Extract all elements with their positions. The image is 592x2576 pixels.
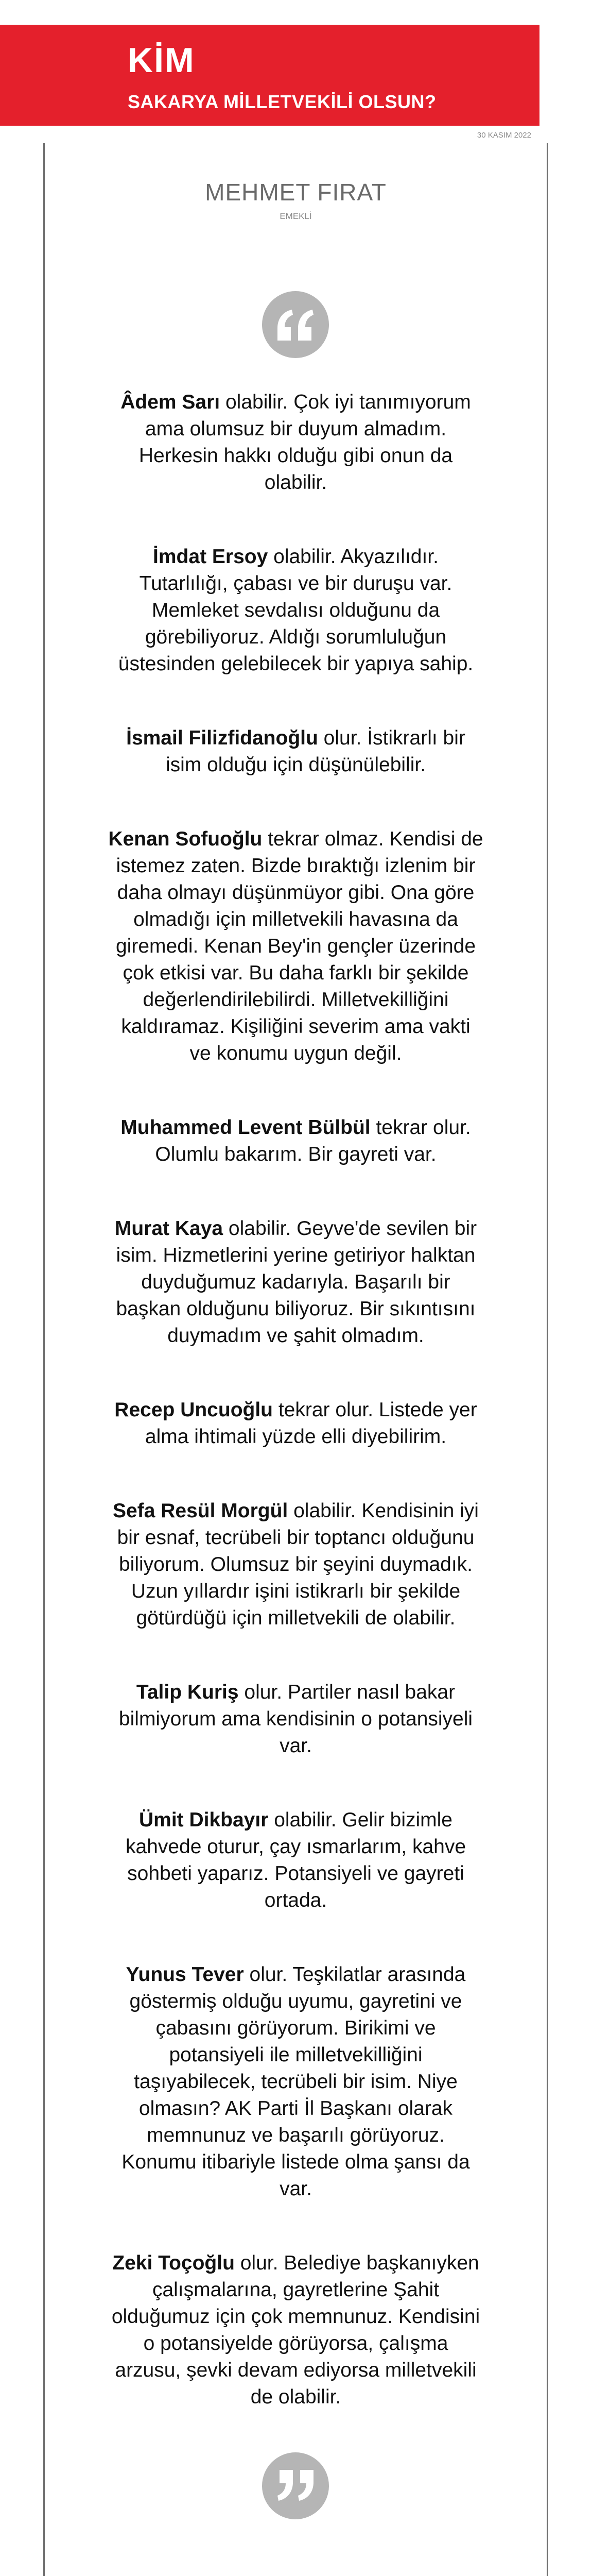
publish-date: 30 KASIM 2022	[477, 131, 531, 140]
entry-text: olur. Teşkilatlar arasında göstermiş olduğu uyumu, gayretini ve çabasını görüyorum. Birikimi ve potansiyeli ile milletvekilliğini taşıyabilecek, tecrübeli bir isim. Niye olmasın? AK Parti İl Başkanı olarak memnunuz ve başarılı görüyoruz. Konumu itibariyle listede olma şansı da var.	[121, 1963, 470, 2200]
header-banner	[0, 25, 539, 126]
entry-text: olur. Belediye başkanıyken çalışmalarına, gayretlerine Şahit olduğumuz için çok memnunuz. Kendisini o potansiyelde görüyorsa, çalışma arzusu, şevki devam ediyorsa milletvekili de olabilir.	[111, 2252, 480, 2408]
entry-name: Talip Kuriş	[136, 1681, 239, 1703]
entry-text: olabilir. Geyve'de sevilen bir isim. Hizmetlerini yerine getiriyor halktan duyduğumuz kadarıyla. Başarılı bir başkan olduğunu biliyoruz. Bir sıkıntısını duymadım ve şahit olmadım.	[116, 1217, 477, 1347]
entry-name: Ümit Dikbayır	[138, 1809, 269, 1831]
author-name: MEHMET FIRAT	[205, 179, 387, 206]
opinion-entry	[108, 544, 484, 677]
entry-text: olur. Partiler nasıl bakar bilmiyorum ama kendisinin o potansiyeli var.	[118, 1681, 473, 1757]
opinion-entry	[108, 725, 484, 778]
opinion-entry	[108, 1114, 484, 1168]
entry-text: tekrar olmaz. Kendisi de istemez zaten. Bizde bıraktığı izlenim bir daha olmayı düşünmüyor gibi. Ona göre olmadığı için milletvekili havasına da giremedi. Kenan Bey'in gençler üzerinde çok etkisi var. Bu daha farklı bir şekilde değerlendirilebilirdi. Milletvekilliğini kaldıramaz. Kişiliğini severim ama vakti ve konumu uygun değil.	[115, 828, 483, 1064]
entry-text: olabilir. Çok iyi tanımıyorum ama olumsuz bir duyum almadım. Herkesin hakkı olduğu gibi onun da olabilir.	[138, 391, 471, 494]
quote-open-icon	[262, 291, 329, 358]
entry-name: Yunus Tever	[126, 1963, 244, 1986]
opinion-entry	[108, 1215, 484, 1349]
header-title: KİM	[128, 41, 195, 80]
opinion-entry	[108, 1961, 484, 2202]
opinion-entry	[108, 1807, 484, 1914]
opinion-entry	[108, 1679, 484, 1759]
author-title: EMEKLİ	[280, 211, 312, 221]
entry-name: Kenan Sofuoğlu	[108, 828, 263, 850]
entry-name: İsmail Filizfidanoğlu	[126, 727, 318, 749]
entry-name: Zeki Toçoğlu	[112, 2252, 235, 2274]
entry-name: Recep Uncuoğlu	[114, 1399, 273, 1421]
entry-name: Muhammed Levent Bülbül	[120, 1116, 371, 1139]
opinion-entry	[108, 389, 484, 496]
opinion-entry	[108, 826, 484, 1067]
entry-text: tekrar olur. Olumlu bakarım. Bir gayreti var.	[155, 1116, 471, 1165]
entry-name: Sefa Resül Morgül	[113, 1500, 288, 1522]
entry-name: Murat Kaya	[114, 1217, 223, 1240]
opinion-entry	[108, 1397, 484, 1450]
entry-text: olur. İstikrarlı bir isim olduğu için düşünülebilir.	[165, 727, 465, 776]
entries-list	[43, 389, 548, 2458]
entry-text: tekrar olur. Listede yer alma ihtimali yüzde elli diyebilirim.	[145, 1399, 477, 1448]
entry-name: Âdem Sarı	[120, 391, 220, 413]
quote-close-icon	[262, 2452, 329, 2519]
opinion-entry	[108, 2250, 484, 2411]
entry-name: İmdat Ersoy	[153, 546, 268, 568]
entry-text: olabilir. Gelir bizimle kahvede oturur, çay ısmarlarım, kahve sohbeti yaparız. Potansiyeli ve gayreti ortada.	[125, 1809, 466, 1911]
opinion-entry	[108, 1498, 484, 1632]
entry-text: olabilir. Akyazılıdır. Tutarlılığı, çabası ve bir duruşu var. Memleket sevdalısı olduğunu da görebiliyoruz. Aldığı sorumluluğun üstesinden gelebilecek bir yapıya sahip.	[118, 546, 474, 675]
entry-text: olabilir. Kendisinin iyi bir esnaf, tecrübeli bir toptancı olduğunu biliyorum. Olumsuz bir şeyini duymadık. Uzun yıllardır işini istikrarlı bir şekilde götürdüğü için milletvekili de olabilir.	[117, 1500, 479, 1629]
header-subtitle: SAKARYA MİLLETVEKİLİ OLSUN?	[128, 91, 437, 112]
